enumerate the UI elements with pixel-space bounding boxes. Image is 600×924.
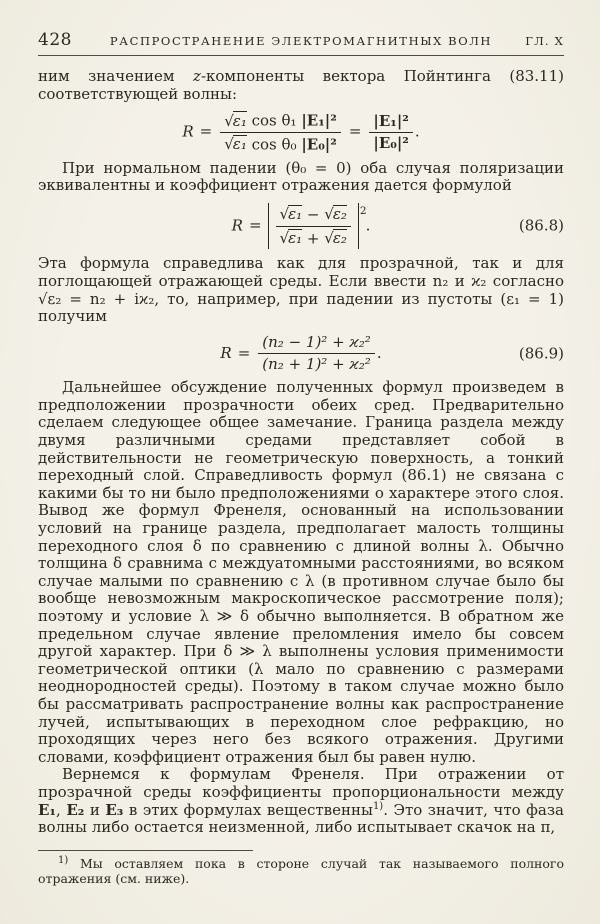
footnote <box>38 856 564 887</box>
radicand: ε₁ <box>288 229 303 248</box>
eq1-equals-2: = <box>348 122 362 141</box>
equation-number-86-9: (86.9) <box>518 343 564 362</box>
footnote-text: Мы оставляем пока в стороне случай так называемого полного отражения (см. ниже). <box>38 855 564 887</box>
p5-vector-e2: E₂ <box>66 800 85 819</box>
eq2-lhs: R <box>231 216 243 235</box>
page-header <box>38 30 564 56</box>
sqrt-sign: √ <box>324 229 334 248</box>
paragraph-fresnel-return <box>38 766 564 836</box>
eq1-fraction-2 <box>369 113 413 153</box>
paragraph-discussion: Дальнейшее обсуждение полученных формул произведем в предположении прозрачности обеих сред. Предварительно сделаем следующее общее замечание. Граница раздела между двумя различными средами представляет собой в действительности не геометрическую поверхность, а тонкий переходный слой. Справедливость формул (86.1) не связана с какими бы то ни было предположениями о характере этого слоя. Вывод же формул Френеля, основанный на использовании условий на границе раздела, предполагает малость толщины переходного слоя δ по сравнению с длиной волны λ. Обычно толщина δ сравнима с междуатомными расстояниями, во всяком случае малыми по сравнению с λ (в противном случае было бы вообще невозможным макроскопическое рассмотрение поля); поэтому и условие λ ≫ δ обычно выполняется. В обратном же предельном случае явление преломления имело бы совсем другой характер. При δ ≫ λ выполнены условия применимости геометрической оптики (λ мало по сравнению с размерами неоднородностей среды). Поэтому в таком случае можно было бы рассматривать распространение волны как распространение лучей, испытывающих в переходном слое рефракцию, но проходящих через него без всякого отражения. Другими словами, коэффициент отражения был бы равен нулю. <box>38 378 564 766</box>
eq1-period: . <box>414 122 420 141</box>
footnote-rule <box>38 850 253 851</box>
eq1-num-field: |E₁|² <box>301 111 337 130</box>
eq1-num-mid: cos θ₁ <box>246 111 302 130</box>
p5-text-5: . Это значит, что фаза волны либо остается неизменной, либо испытывает скачок на π, <box>38 800 564 837</box>
eq3-fraction <box>258 334 375 374</box>
p5-text-1: Вернемся к формулам Френеля. При отражении от прозрачной среды коэффициенты пропорциональности между <box>38 765 564 801</box>
sqrt-sign: √ <box>224 135 234 154</box>
paragraph-absorbing-medium: Эта формула справедлива как для прозрачной, так и для поглощающей отражающей среды. Если ввести n₂ и ϰ₂ согласно √ε₂ = n₂ + iϰ₂, то, например, при падении из пустоты (ε₁ = 1) получим <box>38 254 564 326</box>
eq2-equals: = <box>248 216 262 235</box>
eq3-lhs: R <box>220 343 232 362</box>
eq3-period: . <box>376 343 382 362</box>
p1-text-b: -компоненты вектора Пойнтинга (83.11) соответствующей волны: <box>38 67 564 103</box>
equation-86-8 <box>38 203 564 250</box>
sqrt-sign: √ <box>324 205 334 224</box>
radicand: ε₂ <box>332 205 347 224</box>
equation-poynting-ratio <box>38 111 564 154</box>
page-body <box>38 68 564 887</box>
eq3-equals: = <box>237 343 251 362</box>
eq1-lhs: R <box>182 122 194 141</box>
eq3-numerator: (n₂ − 1)² + ϰ₂² <box>258 334 375 354</box>
p5-text-4: в этих формулах вещественны <box>123 800 373 819</box>
running-title: РАСПРОСТРАНЕНИЕ ЭЛЕКТРОМАГНИТНЫХ ВОЛН <box>109 34 493 48</box>
eq2-den-op: + <box>302 229 325 248</box>
radicand: ε₁ <box>288 205 303 224</box>
page-number: 428 <box>38 30 72 50</box>
sqrt-sign: √ <box>279 229 290 248</box>
eq1-fraction-1 <box>220 111 341 154</box>
footnote-marker: 1) <box>58 854 69 866</box>
footnote-marker-ref: 1) <box>372 800 384 812</box>
paragraph-continuation <box>38 68 564 103</box>
eq1-den-mid: cos θ₀ <box>246 135 302 154</box>
p5-text-3: и <box>84 800 106 819</box>
eq1-f2-num: |E₁|² <box>373 111 409 130</box>
sqrt-sign: √ <box>279 205 290 224</box>
eq2-square-exponent: 2 <box>359 205 367 218</box>
radicand: ε₁ <box>232 111 247 130</box>
equation-number-86-8: (86.8) <box>518 216 564 235</box>
chapter-label: ГЛ. X <box>525 34 564 48</box>
radicand: ε₂ <box>332 229 347 248</box>
p1-text-a: ним значением <box>38 67 194 85</box>
eq2-fraction <box>276 205 351 248</box>
p5-text-2: , <box>56 800 67 819</box>
p1-var-z: z <box>193 67 201 85</box>
sqrt-sign: √ <box>224 111 234 130</box>
eq2-abs-bars <box>268 203 359 250</box>
radicand: ε₁ <box>232 135 247 154</box>
eq1-equals: = <box>199 122 213 141</box>
eq2-num-op: − <box>302 205 325 224</box>
p5-vector-e3: E₃ <box>105 800 124 819</box>
equation-86-9 <box>38 334 564 374</box>
eq1-den-field: |E₀|² <box>301 135 337 154</box>
p5-vector-e1: E₁ <box>38 800 57 819</box>
paragraph-normal-incidence: При нормальном падении (θ₀ = 0) оба случая поляризации эквивалентны и коэффициент отражения дается формулой <box>38 158 564 195</box>
eq3-denominator: (n₂ + 1)² + ϰ₂² <box>262 355 371 373</box>
eq2-period: . <box>365 216 371 235</box>
eq1-f2-den: |E₀|² <box>373 133 409 152</box>
